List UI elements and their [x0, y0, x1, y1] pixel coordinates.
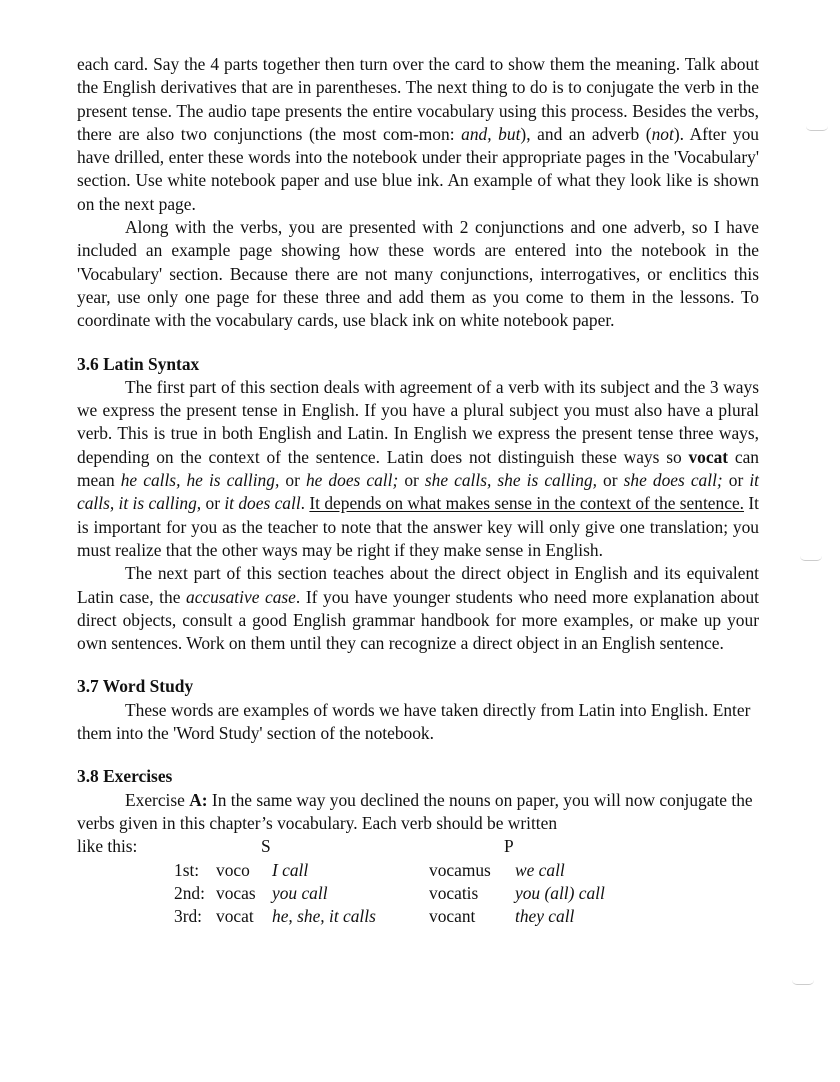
scan-mark	[806, 126, 828, 131]
paragraph-word-study: These words are examples of words we have taken directly from Latin into English. Enter them into the 'Word Study' section of the notebook.	[77, 699, 751, 744]
table-row: 2nd: vocas you call vocatis you (all) call	[174, 882, 605, 903]
paragraph-conjunctions: Along with the verbs, you are presented with 2 conjunctions and one adverb, so I have included an example page showing how these words are entered into the notebook in the 'Vocabulary' section. Because there are not many conjunctions, interrogatives, or enclitics this year, use only one page for these three and add them as you come to them in the lessons. To coordinate with the vocabulary cards, use black ink on white notebook paper.	[77, 217, 759, 331]
paragraph-continuation: each card. Say the 4 parts together then turn over the card to show them the meaning. Talk about the English derivatives that are in parentheses. The next thing to do is to conjugate the verb in the present tense. The audio tape presents the entire vocabulary using this process. Besides the verbs, there are also two conjunctions (the most com-mon: and, but), and an adverb (not). After you have drilled, enter these words into the notebook under their appropriate pages in the 'Vocabulary' section. Use white notebook paper and use blue ink. An example of what they look like is shown on the next page.	[77, 54, 759, 214]
section-latin-syntax	[77, 353, 759, 656]
scan-mark	[800, 556, 822, 561]
section-heading-3-8: 3.8 Exercises	[77, 766, 173, 787]
section-word-study	[77, 675, 759, 745]
paragraph-exercise-a: Exercise A: In the same way you declined the nouns on paper, you will now conjugate the verbs given in this chapter’s vocabulary. Each verb should be written	[77, 789, 753, 833]
table-row: 3rd: vocat he, she, it calls vocant they call	[174, 906, 575, 927]
table-row: 1st: voco I call vocamus we call	[174, 859, 565, 880]
section-exercises	[77, 765, 759, 928]
section-heading-3-7: 3.7 Word Study	[77, 676, 194, 697]
document-page	[77, 53, 759, 928]
paragraph-direct-object: The next part of this section teaches about the direct object in English and its equivalent Latin case, the accusative case. If you have younger students who need more explanation about direct objects, consult a good English grammar handbook for more examples, or make up your own sentences. Work on them until they can recognize a direct object in an English sentence.	[77, 563, 759, 654]
plural-label: P	[504, 836, 514, 857]
conjugation-header: like this: S P	[77, 835, 759, 858]
conjugation-table	[174, 859, 605, 929]
section-heading-3-6: 3.6 Latin Syntax	[77, 353, 200, 374]
paragraph-verb-agreement: The first part of this section deals with agreement of a verb with its subject and the 3 ways we express the present tense in English. If you have a plural subject you must also have a plural verb. This is true in both English and Latin. In English we express the present tense three ways, depending on the context of the sentence. Latin does not distinguish these ways so vocat can mean he calls, he is calling, or he does call; or she calls, she is calling, or she does call; or it calls, it is calling, or it does call. It depends on what makes sense in the context of the sentence. It is important for you as the teacher to note that the answer key will only give one translation; you must realize that the other ways may be right if they make sense in English.	[77, 376, 760, 560]
scan-mark	[792, 980, 814, 985]
singular-label: S	[261, 836, 271, 857]
underlined-emphasis: It depends on what makes sense in the context of the sentence.	[309, 493, 745, 514]
